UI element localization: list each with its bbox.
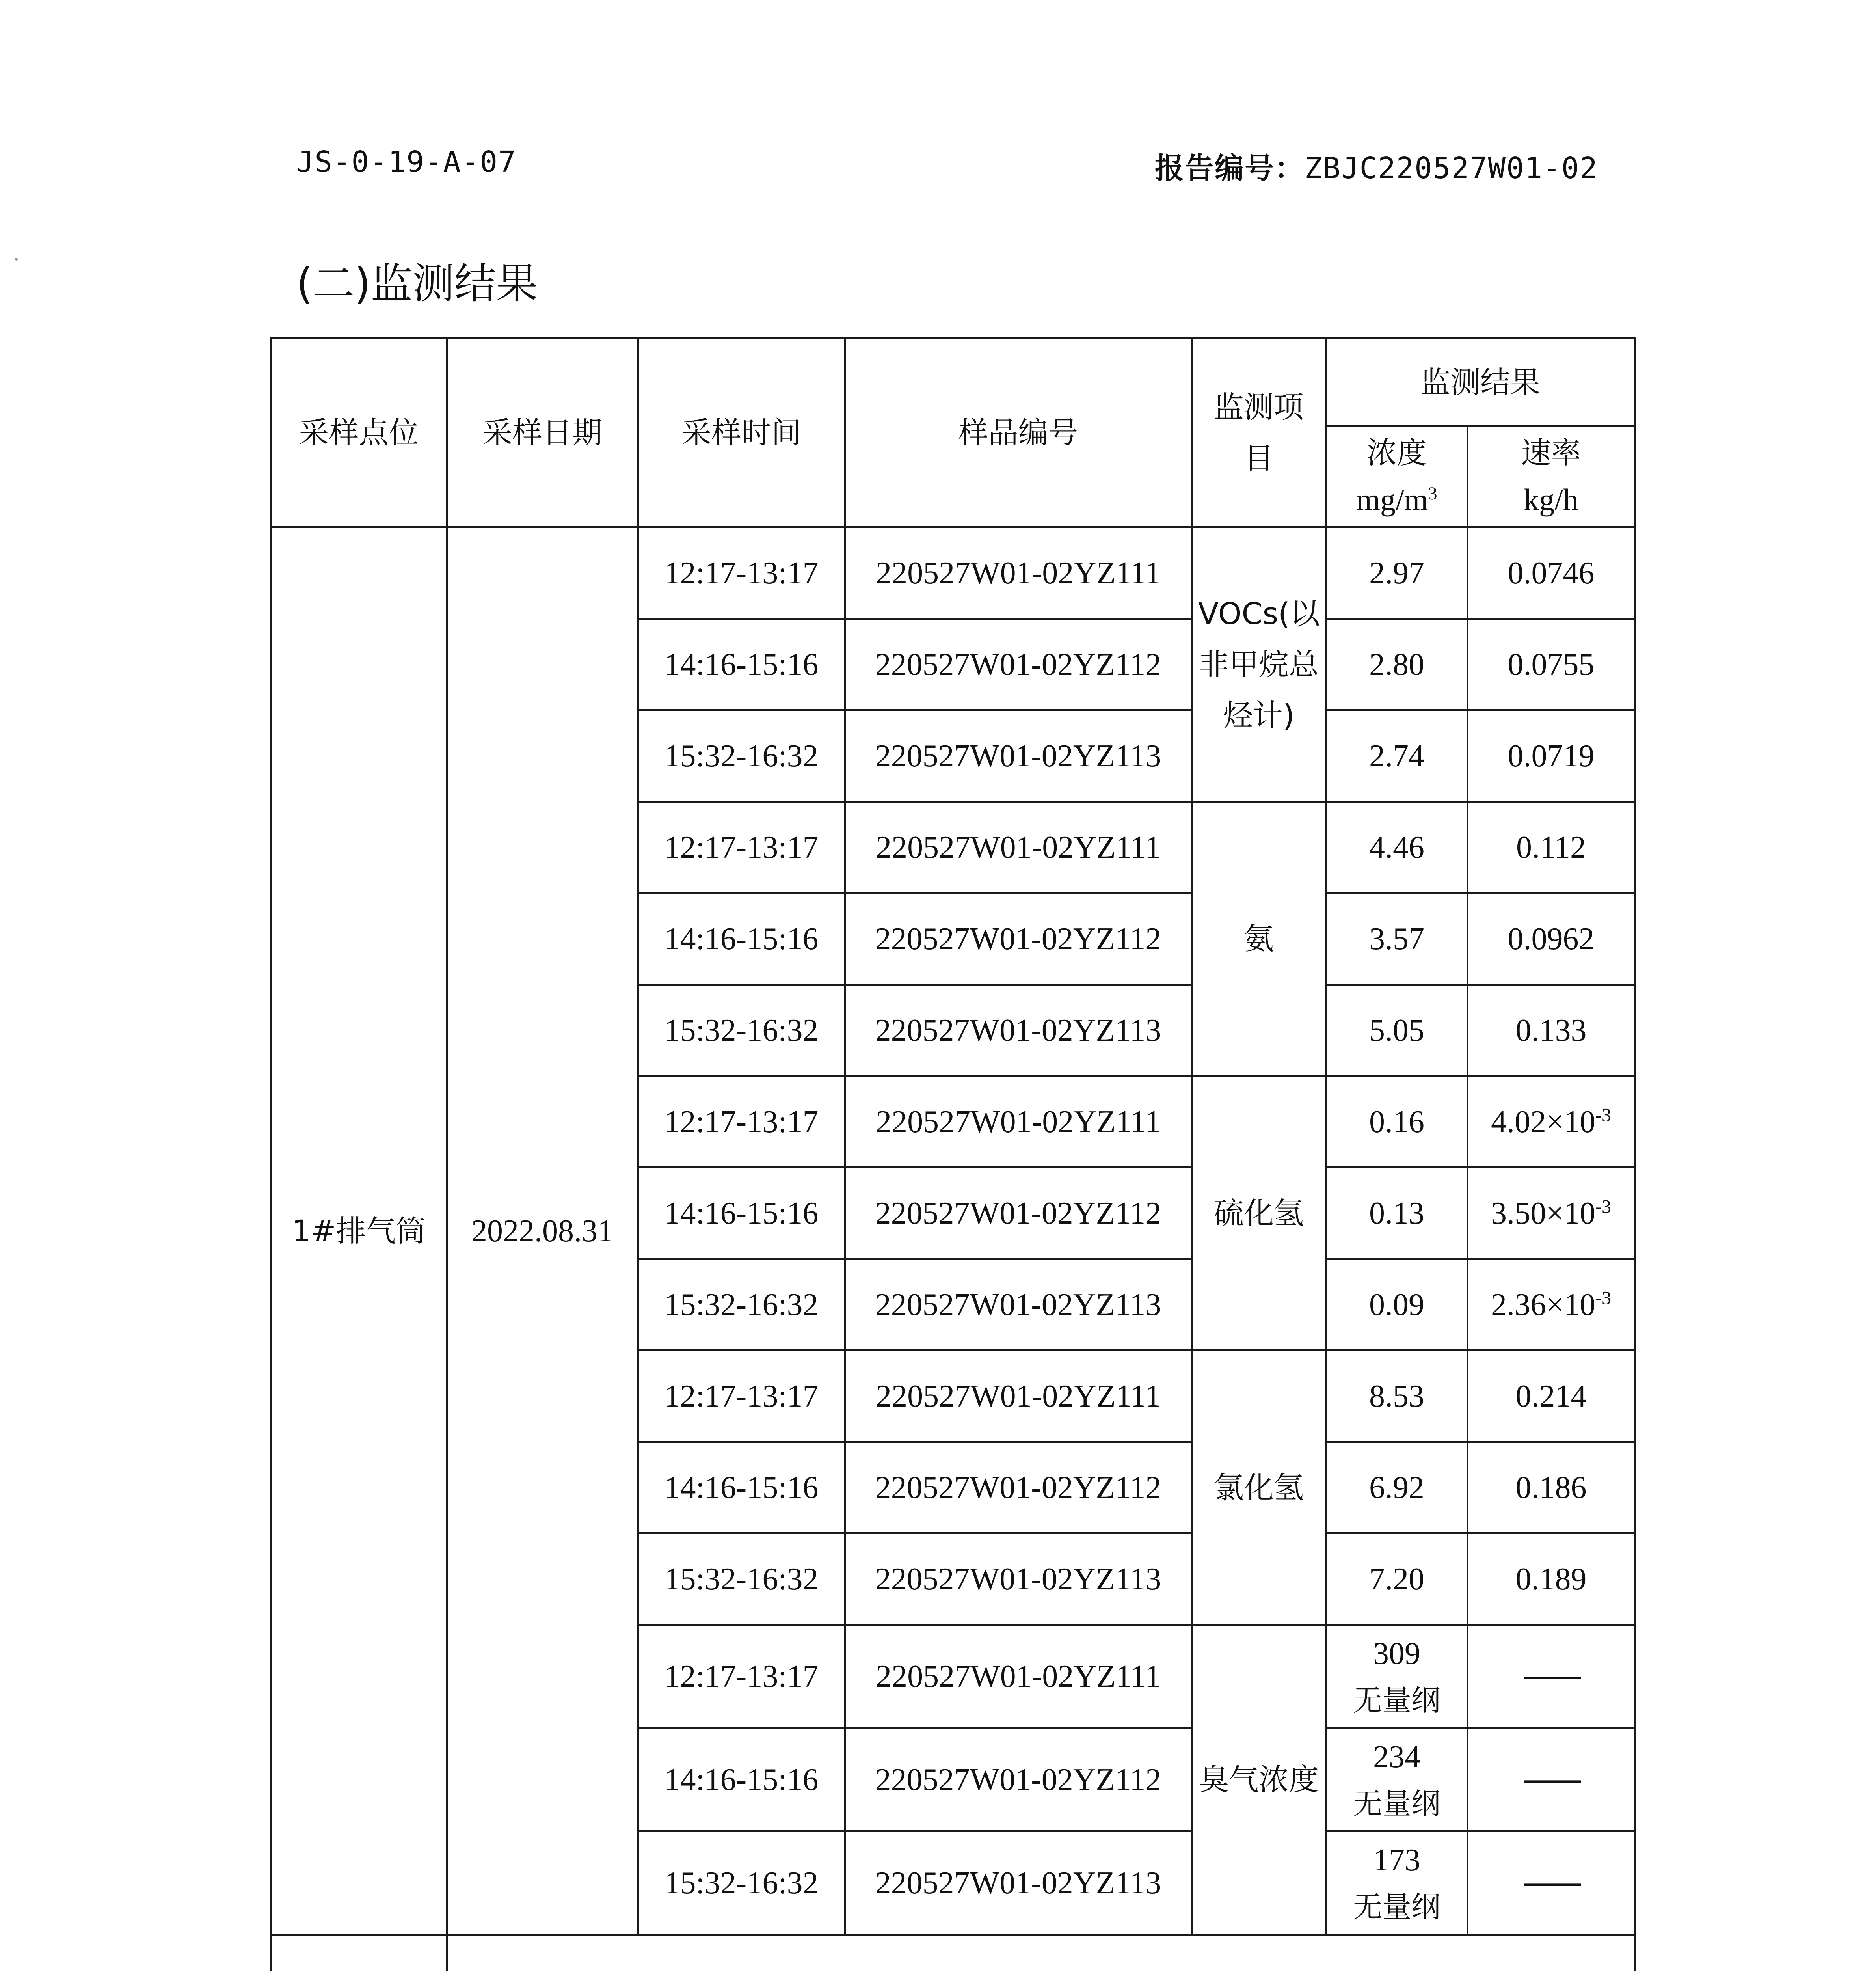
- sampling-time: 12:17-13:17: [638, 1076, 845, 1168]
- results-body: [271, 338, 1635, 1971]
- header-time: 采样时间: [638, 338, 845, 527]
- rate-mantissa: 4.02×10: [1491, 1104, 1596, 1139]
- sample-id: 220527W01-02YZ112: [845, 893, 1192, 985]
- header-row: [271, 338, 1635, 427]
- emission-rate: 0.189: [1468, 1533, 1635, 1625]
- header-result: 监测结果: [1326, 338, 1635, 427]
- sampling-time: 14:16-15:16: [638, 1728, 845, 1831]
- concentration-value: [1326, 1728, 1468, 1831]
- emission-rate: 0.133: [1468, 985, 1635, 1076]
- concentration-value: 2.74: [1326, 710, 1468, 802]
- concentration-value: 2.80: [1326, 619, 1468, 710]
- header-concentration: [1326, 427, 1468, 527]
- sampling-time: 15:32-16:32: [638, 1831, 845, 1935]
- emission-rate: 0.0962: [1468, 893, 1635, 985]
- concentration-value: 3.57: [1326, 893, 1468, 985]
- scan-speck: [15, 258, 18, 261]
- concentration-value: [1326, 1831, 1468, 1935]
- emission-rate: [1468, 1625, 1635, 1728]
- sample-id: 220527W01-02YZ112: [845, 1728, 1192, 1831]
- document-code: JS-0-19-A-07: [296, 145, 517, 179]
- emission-rate: [1468, 1728, 1635, 1831]
- sampling-time: 15:32-16:32: [638, 1533, 845, 1625]
- report-number: [1155, 145, 1598, 187]
- concentration-value: 0.13: [1326, 1168, 1468, 1259]
- rate-exponent: -3: [1595, 1196, 1612, 1217]
- concentration-value: 8.53: [1326, 1351, 1468, 1442]
- sample-id: 220527W01-02YZ113: [845, 1533, 1192, 1625]
- concentration-number: 309: [1373, 1636, 1420, 1671]
- emission-rate: 0.0719: [1468, 710, 1635, 802]
- concentration-value: 0.16: [1326, 1076, 1468, 1168]
- emission-rate: 0.0755: [1468, 619, 1635, 710]
- report-number-value: ZBJC220527W01-02: [1305, 151, 1598, 185]
- emission-rate: 0.112: [1468, 802, 1635, 893]
- concentration-value: 5.05: [1326, 985, 1468, 1076]
- conclusion-text: [447, 1935, 1635, 1971]
- monitoring-item: 氯化氢: [1192, 1351, 1326, 1625]
- sampling-time: 14:16-15:16: [638, 1442, 845, 1533]
- section-title: (二)监测结果: [296, 259, 538, 308]
- sample-id: 220527W01-02YZ112: [845, 1168, 1192, 1259]
- sample-id: 220527W01-02YZ111: [845, 802, 1192, 893]
- concentration-unit: 无量纲: [1353, 1787, 1440, 1821]
- monitoring-item: 臭气浓度: [1192, 1625, 1326, 1935]
- header-date: 采样日期: [447, 338, 638, 527]
- sampling-time: 12:17-13:17: [638, 1625, 845, 1728]
- concentration-value: 7.20: [1326, 1533, 1468, 1625]
- emission-rate: 0.0746: [1468, 527, 1635, 619]
- monitoring-item: 硫化氢: [1192, 1076, 1326, 1351]
- rate-exponent: -3: [1595, 1104, 1612, 1125]
- emission-rate: [1468, 1168, 1635, 1259]
- rate-mantissa: 3.50×10: [1491, 1196, 1596, 1231]
- rate-dash: ——: [1522, 1658, 1580, 1694]
- rate-mantissa: 2.36×10: [1491, 1287, 1596, 1322]
- concentration-value: 6.92: [1326, 1442, 1468, 1533]
- sampling-time: 15:32-16:32: [638, 985, 845, 1076]
- emission-rate: [1468, 1076, 1635, 1168]
- sampling-date: 2022.08.31: [447, 527, 638, 1935]
- sampling-time: 12:17-13:17: [638, 802, 845, 893]
- sample-id: 220527W01-02YZ113: [845, 1259, 1192, 1351]
- sample-id: 220527W01-02YZ111: [845, 1076, 1192, 1168]
- conc-unit-exp: 3: [1428, 483, 1437, 504]
- header-item: 监测项目: [1192, 338, 1326, 527]
- sample-id: 220527W01-02YZ113: [845, 710, 1192, 802]
- sampling-time: 12:17-13:17: [638, 1351, 845, 1442]
- emission-rate: 0.186: [1468, 1442, 1635, 1533]
- concentration-number: 234: [1373, 1740, 1420, 1775]
- sampling-time: 15:32-16:32: [638, 710, 845, 802]
- header-rate-label: 速率: [1521, 435, 1581, 471]
- sampling-point: 1#排气筒: [271, 527, 447, 1935]
- header-point: 采样点位: [271, 338, 447, 527]
- header-conc-label: 浓度: [1367, 435, 1427, 471]
- rate-exponent: -3: [1595, 1287, 1612, 1308]
- concentration-number: 173: [1373, 1843, 1420, 1878]
- concentration-value: 4.46: [1326, 802, 1468, 893]
- emission-rate: 0.214: [1468, 1351, 1635, 1442]
- header-rate: [1468, 427, 1635, 527]
- emission-rate: [1468, 1259, 1635, 1351]
- sample-id: 220527W01-02YZ111: [845, 527, 1192, 619]
- header-conc-unit: [1329, 476, 1464, 524]
- rate-dash: ——: [1522, 1761, 1580, 1798]
- header-sample-id: 样品编号: [845, 338, 1192, 527]
- sample-id: 220527W01-02YZ113: [845, 1831, 1192, 1935]
- monitoring-item: VOCs(以非甲烷总烃计): [1192, 527, 1326, 802]
- concentration-value: 2.97: [1326, 527, 1468, 619]
- monitoring-item: 氨: [1192, 802, 1326, 1076]
- sampling-time: 14:16-15:16: [638, 1168, 845, 1259]
- rate-dash: ——: [1522, 1864, 1580, 1901]
- sample-id: 220527W01-02YZ112: [845, 619, 1192, 710]
- report-number-label: 报告编号：: [1155, 151, 1305, 185]
- concentration-value: [1326, 1625, 1468, 1728]
- concentration-unit: 无量纲: [1353, 1684, 1440, 1718]
- monitoring-results-table: [270, 337, 1636, 1971]
- conc-unit-text: mg/m: [1356, 482, 1428, 517]
- table-row: [271, 527, 1635, 619]
- sample-id: 220527W01-02YZ111: [845, 1625, 1192, 1728]
- sampling-time: 12:17-13:17: [638, 527, 845, 619]
- sample-id: 220527W01-02YZ113: [845, 985, 1192, 1076]
- sampling-time: 15:32-16:32: [638, 1259, 845, 1351]
- sample-id: 220527W01-02YZ112: [845, 1442, 1192, 1533]
- header-rate-unit: kg/h: [1524, 482, 1578, 517]
- concentration-value: 0.09: [1326, 1259, 1468, 1351]
- sampling-time: 14:16-15:16: [638, 893, 845, 985]
- conclusion-label: [271, 1935, 447, 1971]
- conclusion-row: [271, 1935, 1635, 1971]
- concentration-unit: 无量纲: [1353, 1890, 1440, 1924]
- sample-id: 220527W01-02YZ111: [845, 1351, 1192, 1442]
- sampling-time: 14:16-15:16: [638, 619, 845, 710]
- emission-rate: [1468, 1831, 1635, 1935]
